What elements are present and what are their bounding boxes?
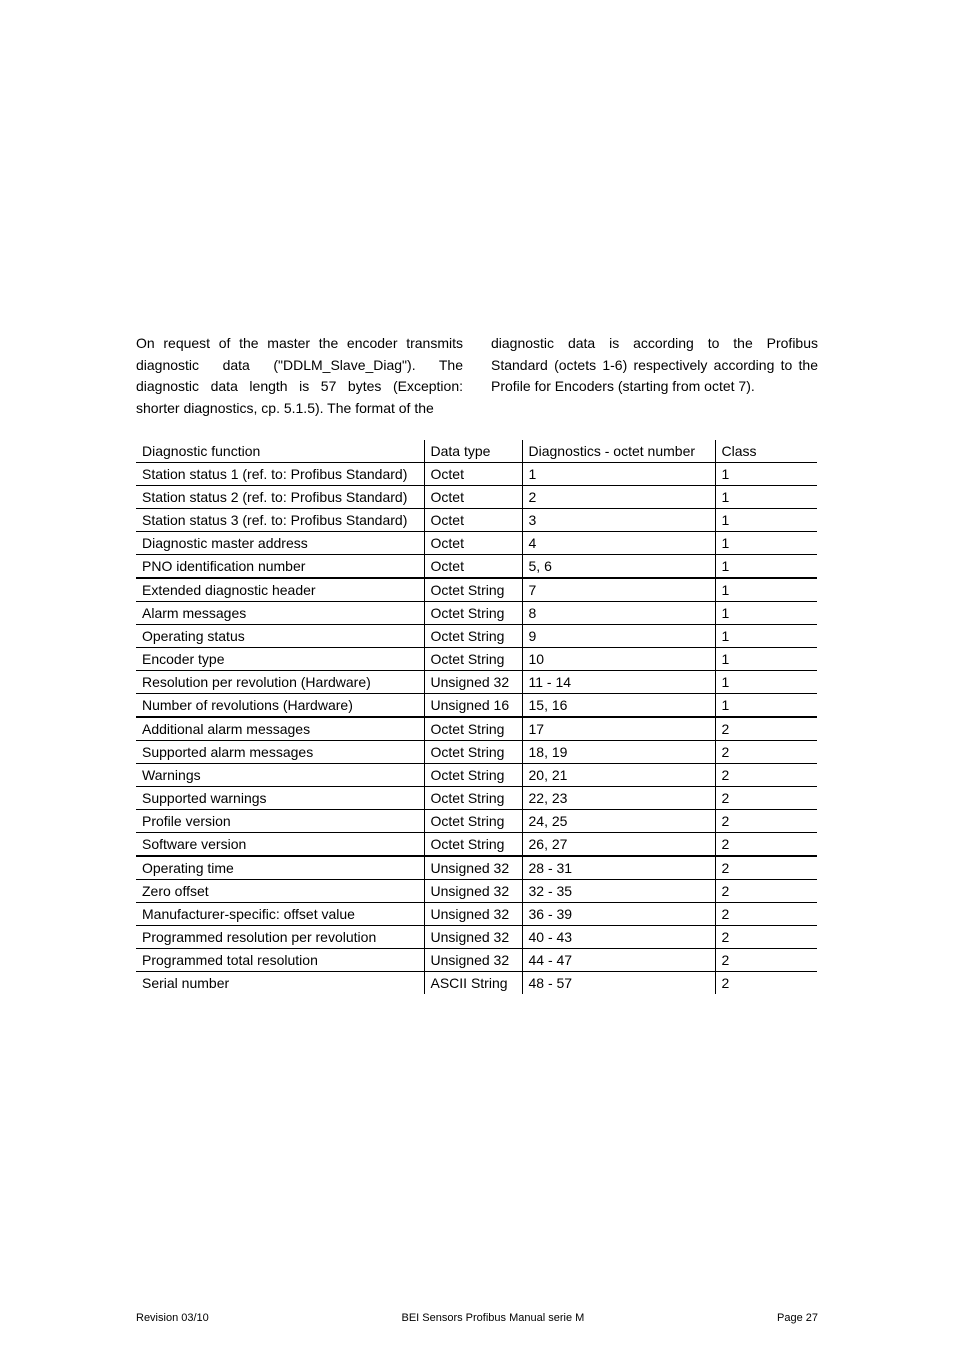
cell-data-type: Octet String <box>424 648 522 671</box>
cell-diagnostic-function: Operating time <box>136 856 424 880</box>
cell-class: 2 <box>715 810 817 833</box>
cell-class: 2 <box>715 787 817 810</box>
cell-class: 2 <box>715 833 817 857</box>
cell-data-type: Octet String <box>424 741 522 764</box>
cell-class: 2 <box>715 926 817 949</box>
table-row <box>136 648 817 671</box>
table-row <box>136 903 817 926</box>
table-row <box>136 880 817 903</box>
cell-diagnostic-function: Profile version <box>136 810 424 833</box>
header-octet-number: Diagnostics - octet number <box>522 440 715 463</box>
cell-diagnostic-function: PNO identification number <box>136 555 424 579</box>
cell-class: 1 <box>715 625 817 648</box>
table-row <box>136 625 817 648</box>
cell-octet-number: 7 <box>522 578 715 602</box>
cell-class: 1 <box>715 555 817 579</box>
cell-diagnostic-function: Warnings <box>136 764 424 787</box>
cell-octet-number: 10 <box>522 648 715 671</box>
cell-octet-number: 1 <box>522 463 715 486</box>
cell-data-type: Octet <box>424 555 522 579</box>
cell-data-type: Unsigned 16 <box>424 694 522 718</box>
cell-octet-number: 26, 27 <box>522 833 715 857</box>
cell-octet-number: 3 <box>522 509 715 532</box>
cell-diagnostic-function: Additional alarm messages <box>136 717 424 741</box>
table-row <box>136 972 817 995</box>
intro-text <box>136 333 818 419</box>
cell-class: 2 <box>715 903 817 926</box>
cell-octet-number: 48 - 57 <box>522 972 715 995</box>
cell-diagnostic-function: Station status 3 (ref. to: Profibus Standard) <box>136 509 424 532</box>
table-row <box>136 578 817 602</box>
table-row <box>136 694 817 718</box>
intro-paragraph-left: On request of the master the encoder transmits diagnostic data ("DDLM_Slave_Diag"). The diagnostic data length is 57 bytes (Exception: shorter diagnostics, cp. 5.1.5). The format of the <box>136 335 463 416</box>
cell-diagnostic-function: Programmed resolution per revolution <box>136 926 424 949</box>
footer-revision: Revision 03/10 <box>136 1312 209 1324</box>
cell-octet-number: 8 <box>522 602 715 625</box>
cell-octet-number: 2 <box>522 486 715 509</box>
header-class: Class <box>715 440 817 463</box>
cell-data-type: Octet <box>424 463 522 486</box>
table-row <box>136 764 817 787</box>
intro-paragraph-right: diagnostic data is according to the Profibus Standard (octets 1-6) respectively according to the Profile for Encoders (starting from octet 7). <box>491 335 818 394</box>
cell-octet-number: 5, 6 <box>522 555 715 579</box>
cell-data-type: Octet String <box>424 810 522 833</box>
cell-class: 1 <box>715 602 817 625</box>
cell-octet-number: 17 <box>522 717 715 741</box>
cell-data-type: Octet <box>424 532 522 555</box>
cell-data-type: Unsigned 32 <box>424 926 522 949</box>
cell-data-type: Unsigned 32 <box>424 856 522 880</box>
cell-octet-number: 4 <box>522 532 715 555</box>
cell-data-type: Octet String <box>424 764 522 787</box>
table-row <box>136 787 817 810</box>
cell-data-type: Octet String <box>424 833 522 857</box>
table-row <box>136 555 817 579</box>
cell-class: 1 <box>715 486 817 509</box>
cell-data-type: Octet String <box>424 602 522 625</box>
cell-data-type: Octet <box>424 509 522 532</box>
cell-octet-number: 32 - 35 <box>522 880 715 903</box>
cell-octet-number: 18, 19 <box>522 741 715 764</box>
cell-octet-number: 40 - 43 <box>522 926 715 949</box>
table-row <box>136 717 817 741</box>
table-row <box>136 602 817 625</box>
cell-class: 1 <box>715 694 817 718</box>
table-row <box>136 833 817 857</box>
cell-class: 1 <box>715 578 817 602</box>
page-footer <box>136 1312 818 1324</box>
cell-octet-number: 36 - 39 <box>522 903 715 926</box>
table-row <box>136 949 817 972</box>
cell-diagnostic-function: Resolution per revolution (Hardware) <box>136 671 424 694</box>
cell-data-type: Octet String <box>424 787 522 810</box>
table-row <box>136 463 817 486</box>
table-header-row <box>136 440 817 463</box>
footer-document-title: BEI Sensors Profibus Manual serie M <box>401 1312 585 1324</box>
cell-octet-number: 9 <box>522 625 715 648</box>
cell-class: 2 <box>715 717 817 741</box>
cell-class: 2 <box>721 975 730 991</box>
cell-diagnostic-function: Extended diagnostic header <box>136 578 424 602</box>
cell-diagnostic-function: Supported alarm messages <box>136 741 424 764</box>
cell-octet-number: 24, 25 <box>522 810 715 833</box>
cell-diagnostic-function: Station status 2 (ref. to: Profibus Standard) <box>136 486 424 509</box>
header-diagnostic-function: Diagnostic function <box>136 440 424 463</box>
cell-data-type: Unsigned 32 <box>424 880 522 903</box>
table-row <box>136 509 817 532</box>
cell-class: 2 <box>715 741 817 764</box>
cell-diagnostic-function: Programmed total resolution <box>136 949 424 972</box>
cell-diagnostic-function: Software version <box>136 833 424 857</box>
cell-class: 1 <box>715 671 817 694</box>
cell-class: 2 <box>715 880 817 903</box>
table-row <box>136 741 817 764</box>
cell-octet-number: 15, 16 <box>522 694 715 718</box>
footer-page-number: Page 27 <box>777 1312 818 1324</box>
cell-diagnostic-function: Encoder type <box>136 648 424 671</box>
cell-class: 1 <box>715 532 817 555</box>
cell-data-type: Octet String <box>424 717 522 741</box>
cell-class: 1 <box>715 509 817 532</box>
cell-data-type: Unsigned 32 <box>424 949 522 972</box>
cell-octet-number: 22, 23 <box>522 787 715 810</box>
cell-data-type: Octet String <box>424 578 522 602</box>
cell-octet-number: 11 - 14 <box>522 671 715 694</box>
table-row <box>136 671 817 694</box>
cell-data-type: Unsigned 32 <box>424 903 522 926</box>
cell-class: 2 <box>715 764 817 787</box>
cell-data-type: ASCII String <box>424 972 522 995</box>
table-row <box>136 856 817 880</box>
diagnostic-table <box>136 440 817 994</box>
cell-diagnostic-function: Supported warnings <box>136 787 424 810</box>
table-row <box>136 810 817 833</box>
cell-data-type: Octet String <box>424 625 522 648</box>
cell-diagnostic-function: Manufacturer-specific: offset value <box>136 903 424 926</box>
cell-class: 1 <box>715 463 817 486</box>
cell-diagnostic-function: Diagnostic master address <box>136 532 424 555</box>
cell-octet-number: 28 - 31 <box>522 856 715 880</box>
cell-data-type: Octet <box>424 486 522 509</box>
cell-class: 2 <box>715 856 817 880</box>
cell-diagnostic-function: Alarm messages <box>136 602 424 625</box>
cell-octet-number: 20, 21 <box>522 764 715 787</box>
cell-diagnostic-function: Operating status <box>136 625 424 648</box>
table-row <box>136 926 817 949</box>
cell-octet-number: 44 - 47 <box>522 949 715 972</box>
cell-diagnostic-function: Zero offset <box>136 880 424 903</box>
cell-class: 1 <box>715 648 817 671</box>
table-row <box>136 532 817 555</box>
header-data-type: Data type <box>424 440 522 463</box>
cell-diagnostic-function: Station status 1 (ref. to: Profibus Standard) <box>136 463 424 486</box>
cell-diagnostic-function: Number of revolutions (Hardware) <box>136 694 424 718</box>
cell-class: 2 <box>715 949 817 972</box>
table-row <box>136 486 817 509</box>
cell-data-type: Unsigned 32 <box>424 671 522 694</box>
cell-diagnostic-function: Serial number <box>136 972 424 995</box>
